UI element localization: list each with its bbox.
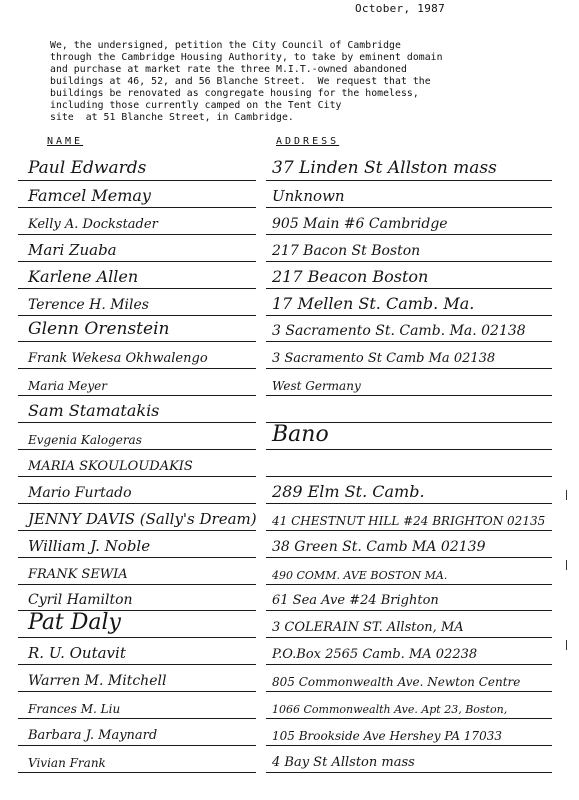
margin-mark xyxy=(566,560,575,570)
name-rule-line xyxy=(18,476,256,477)
address-rule-line xyxy=(266,315,552,316)
signature-row xyxy=(0,722,579,745)
signer-name: FRANK SEWIA xyxy=(28,566,128,582)
name-rule-line xyxy=(18,341,256,342)
signer-address: 905 Main #6 Cambridge xyxy=(272,215,448,232)
signer-name: William J. Noble xyxy=(28,536,151,555)
signature-row xyxy=(0,534,579,557)
name-rule-line xyxy=(18,584,256,585)
name-rule-line xyxy=(18,180,256,181)
signature-row xyxy=(0,265,579,288)
signer-address: 217 Bacon St Boston xyxy=(272,242,421,259)
margin-mark xyxy=(566,490,575,500)
signature-row xyxy=(0,345,579,368)
name-rule-line xyxy=(18,772,256,773)
signer-name: MARIA SKOULOUDAKIS xyxy=(28,458,193,474)
signer-name: JENNY DAVIS (Sally's Dream) xyxy=(28,509,257,528)
signer-address: P.O.Box 2565 Camb. MA 02238 xyxy=(272,647,478,663)
name-rule-line xyxy=(18,315,256,316)
signature-row xyxy=(0,695,579,718)
signer-name: Frank Wekesa Okhwalengo xyxy=(28,351,208,367)
signer-name: Glenn Orenstein xyxy=(28,319,170,340)
signer-name: Paul Edwards xyxy=(28,158,147,178)
address-rule-line xyxy=(266,718,552,719)
signature-row xyxy=(0,157,579,180)
address-column-header: ADDRESS xyxy=(276,136,340,147)
name-rule-line xyxy=(18,207,256,208)
name-rule-line xyxy=(18,745,256,746)
address-rule-line xyxy=(266,368,552,369)
address-rule-line xyxy=(266,637,552,638)
signer-name: Evgenia Kalogeras xyxy=(28,433,142,447)
date-line: October, 1987 xyxy=(355,2,445,15)
signer-name: Cyril Hamilton xyxy=(28,592,133,609)
address-rule-line xyxy=(266,261,552,262)
name-rule-line xyxy=(18,530,256,531)
signer-address: Bano xyxy=(272,422,329,447)
name-rule-line xyxy=(18,234,256,235)
signer-address: 4 Bay St Allston mass xyxy=(272,754,415,770)
address-rule-line xyxy=(266,234,552,235)
address-rule-line xyxy=(266,341,552,342)
signer-name: Frances M. Liu xyxy=(28,702,121,716)
name-rule-line xyxy=(18,261,256,262)
signature-row xyxy=(0,372,579,395)
signature-row xyxy=(0,610,579,637)
signer-name: Terence H. Miles xyxy=(28,296,149,313)
signer-name: Mario Furtado xyxy=(28,484,132,501)
name-rule-line xyxy=(18,557,256,558)
address-rule-line xyxy=(266,503,552,504)
address-rule-line xyxy=(266,449,552,450)
address-rule-line xyxy=(266,772,552,773)
signer-address: West Germany xyxy=(272,379,361,394)
signature-row xyxy=(0,292,579,315)
signer-address: 105 Brookside Ave Hershey PA 17033 xyxy=(272,728,502,743)
address-rule-line xyxy=(266,691,552,692)
signer-name: Karlene Allen xyxy=(28,266,139,286)
signer-address: 3 COLERAIN ST. Allston, MA xyxy=(272,620,464,636)
name-rule-line xyxy=(18,637,256,638)
signature-row xyxy=(0,318,579,341)
address-rule-line xyxy=(266,664,552,665)
signer-address: 3 Sacramento St Camb Ma 02138 xyxy=(272,351,496,367)
signer-address: 217 Beacon Boston xyxy=(272,266,429,286)
signature-row xyxy=(0,453,579,476)
signer-name: Mari Zuaba xyxy=(28,240,117,259)
signature-row xyxy=(0,507,579,530)
name-rule-line xyxy=(18,368,256,369)
name-rule-line xyxy=(18,422,256,423)
signer-name: Vivian Frank xyxy=(28,755,106,770)
signature-row xyxy=(0,422,579,449)
signer-address: 17 Mellen St. Camb. Ma. xyxy=(272,293,475,313)
signer-name: Kelly A. Dockstader xyxy=(28,216,158,232)
signature-row xyxy=(0,211,579,234)
name-column-header: NAME xyxy=(47,136,84,147)
signer-address: 41 CHESTNUT HILL #24 BRIGHTON 02135 xyxy=(272,513,546,528)
signature-row xyxy=(0,399,579,422)
signer-address: 490 COMM. AVE BOSTON MA. xyxy=(272,568,448,582)
signature-row xyxy=(0,668,579,691)
signer-name: Famcel Memay xyxy=(28,185,151,205)
name-rule-line xyxy=(18,718,256,719)
name-rule-line xyxy=(18,395,256,396)
signer-name: R. U. Outavit xyxy=(28,644,126,663)
name-rule-line xyxy=(18,449,256,450)
signer-name: Maria Meyer xyxy=(28,379,107,394)
signature-row xyxy=(0,587,579,610)
signer-address: 289 Elm St. Camb. xyxy=(272,481,425,501)
signer-address: 37 Linden St Allston mass xyxy=(272,158,497,178)
signer-address: Unknown xyxy=(272,186,345,205)
signature-row xyxy=(0,480,579,503)
name-rule-line xyxy=(18,664,256,665)
signature-row xyxy=(0,561,579,584)
signer-name: Warren M. Mitchell xyxy=(28,673,167,690)
signer-address: 61 Sea Ave #24 Brighton xyxy=(272,593,439,609)
address-rule-line xyxy=(266,476,552,477)
signer-name: Pat Daly xyxy=(28,610,121,636)
signature-row xyxy=(0,749,579,772)
signer-address: 3 Sacramento St. Camb. Ma. 02138 xyxy=(272,323,526,340)
name-rule-line xyxy=(18,503,256,504)
signer-name: Sam Stamatakis xyxy=(28,401,160,421)
signature-row xyxy=(0,238,579,261)
signer-name: Barbara J. Maynard xyxy=(28,727,158,743)
address-rule-line xyxy=(266,745,552,746)
address-rule-line xyxy=(266,557,552,558)
name-rule-line xyxy=(18,691,256,692)
address-rule-line xyxy=(266,288,552,289)
address-rule-line xyxy=(266,180,552,181)
address-rule-line xyxy=(266,610,552,611)
signer-address: 38 Green St. Camb MA 02139 xyxy=(272,538,486,555)
address-rule-line xyxy=(266,207,552,208)
address-rule-line xyxy=(266,584,552,585)
signer-address: 1066 Commonwealth Ave. Apt 23, Boston, xyxy=(272,703,508,716)
address-rule-line xyxy=(266,395,552,396)
name-rule-line xyxy=(18,288,256,289)
petition-text: We, the undersigned, petition the City Council of Cambridge through the Cambridge Housing Authority, to take by eminent domain and purchase at market rate the three M.I.T.-owned abandoned buildings at 46, 52, and 56 Blanche Street. We request that the buildings be renovated as congregate housing for the homeless, including those currently camped on the Tent City site at 51 Blanche Street, in Cambridge. xyxy=(50,40,443,123)
signature-row xyxy=(0,184,579,207)
address-rule-line xyxy=(266,530,552,531)
signer-address: 805 Commonwealth Ave. Newton Centre xyxy=(272,675,521,690)
signature-row xyxy=(0,641,579,664)
margin-mark xyxy=(566,640,575,650)
